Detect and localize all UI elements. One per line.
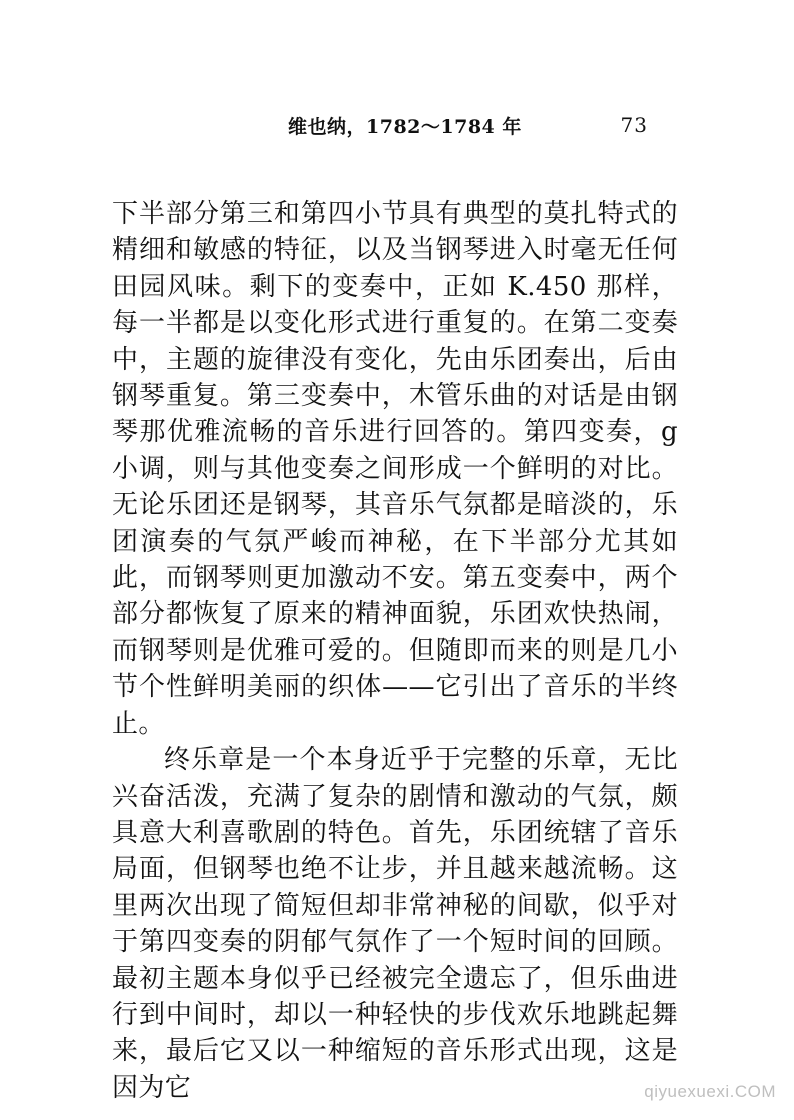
- paragraph-finale: 终乐章是一个本身近乎于完整的乐章，无比兴奋活泼，充满了复杂的剧情和激动的气氛，颇具意大利喜歌剧的特色。首先，乐团统辖了音乐局面，但钢琴也绝不让步，并且越来越流畅。这里两次出现了简短但却非常神秘的间歇，似乎对于第四变奏的阴郁气氛作了一个短时间的回顾。最初主题本身似乎已经被完全遗忘了，但乐曲进行到中间时，却以一种轻快的步伐欢乐地跳起舞来，最后它又以一种缩短的音乐形式出现，这是因为它: [112, 745, 678, 1103]
- page-number: 73: [620, 113, 648, 137]
- paragraph-continued: 下半部分第三和第四小节具有典型的莫扎特式的精细和敏感的特征，以及当钢琴进入时毫无任何田园风味。剩下的变奏中，正如 K.450 那样，每一半都是以变化形式进行重复的。在第二变奏中，主题的旋律没有变化，先由乐团奏出，后由钢琴重复。第三变奏中，木管乐曲的对话是由钢琴那优雅流畅的音乐进行回答的。第四变奏，g 小调，则与其他变奏之间形成一个鲜明的对比。无论乐团还是钢琴，其音乐气氛都是暗淡的，乐团演奏的气氛严峻而神秘，在下半部分尤其如此，而钢琴则更加激动不安。第五变奏中，两个部分都恢复了原来的精神面貌，乐团欢快热闹，而钢琴则是优雅可爱的。但随即而来的则是几小节个性鲜明美丽的织体——它引出了音乐的半终止。: [112, 199, 678, 739]
- site-watermark: qiyuexuexi.COM: [644, 1082, 776, 1101]
- body-text: [112, 196, 678, 1106]
- page-header: [288, 112, 648, 142]
- running-title: 维也纳，1782～1784 年: [288, 116, 522, 138]
